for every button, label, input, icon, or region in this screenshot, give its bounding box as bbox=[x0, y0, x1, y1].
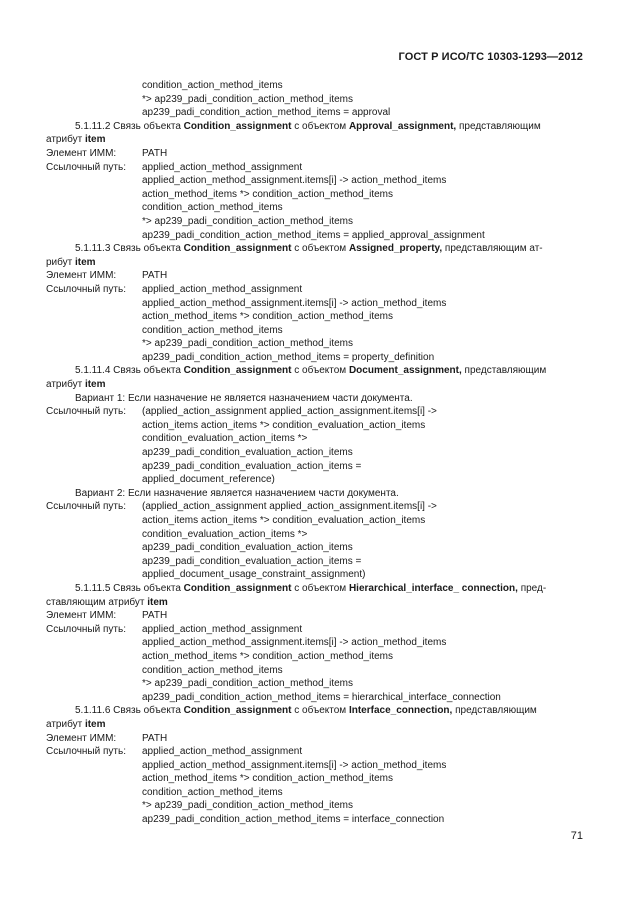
reference-path-line bbox=[0, 79, 630, 93]
text-run: представляющим bbox=[456, 120, 541, 132]
variant-line bbox=[0, 392, 630, 406]
entity-name: Condition_assignment bbox=[183, 705, 292, 717]
path-text: ap239_padi_condition_action_method_items = approval bbox=[142, 107, 391, 119]
reference-path-line bbox=[0, 664, 630, 678]
document-body bbox=[0, 79, 630, 827]
variant-text: Вариант 2: Если назначение является назначением части документа. bbox=[75, 487, 399, 499]
field-row bbox=[0, 732, 630, 746]
reference-path-line bbox=[0, 799, 630, 813]
path-text: condition_action_method_items bbox=[142, 664, 283, 676]
reference-path-line bbox=[0, 351, 630, 365]
field-label: Ссылочный путь: bbox=[46, 161, 126, 173]
entity-name: Condition_assignment bbox=[183, 120, 292, 132]
entity-name: item bbox=[84, 718, 106, 730]
reference-path-line bbox=[0, 759, 630, 773]
text-run: с объектом bbox=[291, 365, 349, 377]
reference-path-line bbox=[0, 174, 630, 188]
path-text: applied_action_method_assignment.items[i] -> action_method_items bbox=[142, 637, 447, 649]
page-number: 71 bbox=[570, 830, 583, 842]
field-label: Ссылочный путь: bbox=[46, 623, 126, 635]
path-text: *> ap239_padi_condition_action_method_items bbox=[142, 215, 353, 227]
entity-name: Approval_assignment, bbox=[348, 120, 457, 132]
path-text: condition_action_method_items bbox=[142, 80, 283, 91]
text-run: с объектом bbox=[291, 705, 349, 717]
entity-name: item bbox=[84, 379, 106, 391]
field-label: Элемент ИММ: bbox=[46, 610, 117, 622]
reference-path-line bbox=[0, 636, 630, 650]
entity-name: Document_assignment, bbox=[348, 365, 462, 377]
section-heading-line bbox=[0, 364, 630, 378]
entity-name: Condition_assignment bbox=[183, 582, 292, 594]
path-text: applied_action_method_assignment.items[i] -> action_method_items bbox=[142, 297, 447, 309]
path-text: ap239_padi_condition_evaluation_action_items bbox=[142, 542, 353, 554]
text-run: представляющим ат- bbox=[442, 243, 543, 255]
entity-name: item bbox=[84, 134, 106, 146]
text-run: 5.1.11.5 Связь объекта bbox=[75, 582, 184, 594]
entity-name: Condition_assignment bbox=[183, 243, 292, 255]
field-value: applied_action_method_assignment bbox=[142, 746, 303, 758]
reference-path-line bbox=[0, 93, 630, 107]
path-text: ap239_padi_condition_evaluation_action_items bbox=[142, 447, 353, 459]
reference-path-line bbox=[0, 541, 630, 555]
path-text: applied_action_method_assignment.items[i] -> action_method_items bbox=[142, 759, 447, 771]
entity-name: Assigned_property, bbox=[348, 243, 443, 255]
reference-path-line bbox=[0, 555, 630, 569]
path-text: ap239_padi_condition_evaluation_action_items = bbox=[142, 460, 362, 472]
field-label: Ссылочный путь: bbox=[46, 501, 126, 513]
text-run: пред- bbox=[517, 582, 547, 594]
text-run: 5.1.11.4 Связь объекта bbox=[75, 365, 184, 377]
path-text: condition_evaluation_action_items *> bbox=[142, 528, 308, 540]
text-run: 5.1.11.2 Связь объекта bbox=[75, 120, 184, 132]
section-heading-continuation bbox=[0, 378, 630, 392]
text-run: представляющим bbox=[461, 365, 547, 377]
field-row bbox=[0, 283, 630, 297]
path-text: *> ap239_padi_condition_action_method_items bbox=[142, 800, 353, 812]
reference-path-line bbox=[0, 786, 630, 800]
field-row bbox=[0, 623, 630, 637]
reference-path-line bbox=[0, 188, 630, 202]
variant-text: Вариант 1: Если назначение не является назначением части документа. bbox=[75, 392, 413, 404]
field-value: PATH bbox=[142, 610, 168, 622]
path-text: applied_document_usage_constraint_assignment) bbox=[142, 569, 366, 581]
reference-path-line bbox=[0, 514, 630, 528]
field-row bbox=[0, 500, 630, 514]
reference-path-line bbox=[0, 772, 630, 786]
reference-path-line bbox=[0, 297, 630, 311]
path-text: applied_document_reference) bbox=[142, 474, 275, 486]
field-row bbox=[0, 745, 630, 759]
field-value: PATH bbox=[142, 147, 168, 159]
field-row bbox=[0, 609, 630, 623]
page-header: ГОСТ Р ИСО/ТС 10303-1293—2012 bbox=[398, 51, 583, 63]
field-label: Ссылочный путь: bbox=[46, 283, 126, 295]
reference-path-line bbox=[0, 691, 630, 705]
path-text: ap239_padi_condition_action_method_items = hierarchical_interface_connection bbox=[142, 691, 501, 703]
section-heading-line bbox=[0, 582, 630, 596]
path-text: condition_action_method_items bbox=[142, 324, 283, 336]
path-text: *> ap239_padi_condition_action_method_items bbox=[142, 678, 353, 690]
text-run: 5.1.11.3 Связь объекта bbox=[75, 243, 184, 255]
path-text: ap239_padi_condition_action_method_items = applied_approval_assignment bbox=[142, 229, 485, 241]
text-run: с объектом bbox=[291, 120, 349, 132]
path-text: action_items action_items *> condition_evaluation_action_items bbox=[142, 419, 426, 431]
path-text: action_method_items *> condition_action_method_items bbox=[142, 650, 393, 662]
reference-path-line bbox=[0, 432, 630, 446]
reference-path-line bbox=[0, 460, 630, 474]
field-label: Элемент ИММ: bbox=[46, 147, 117, 159]
reference-path-line bbox=[0, 106, 630, 120]
entity-name: Condition_assignment bbox=[183, 365, 292, 377]
reference-path-line bbox=[0, 446, 630, 460]
field-value: (applied_action_assignment applied_action_assignment.items[i] -> bbox=[142, 501, 437, 513]
section-heading-continuation bbox=[0, 596, 630, 610]
entity-name: item bbox=[147, 596, 168, 608]
reference-path-line bbox=[0, 677, 630, 691]
text-run: 5.1.11.6 Связь объекта bbox=[75, 705, 184, 717]
reference-path-line bbox=[0, 229, 630, 243]
path-text: condition_action_method_items bbox=[142, 786, 283, 798]
reference-path-line bbox=[0, 201, 630, 215]
path-text: applied_action_method_assignment.items[i] -> action_method_items bbox=[142, 175, 447, 187]
path-text: *> ap239_padi_condition_action_method_items bbox=[142, 338, 353, 350]
text-run: атрибут bbox=[46, 134, 85, 146]
section-heading-continuation bbox=[0, 133, 630, 147]
path-text: action_method_items *> condition_action_method_items bbox=[142, 188, 393, 200]
field-value: applied_action_method_assignment bbox=[142, 161, 303, 173]
field-label: Элемент ИММ: bbox=[46, 732, 117, 744]
field-value: applied_action_method_assignment bbox=[142, 623, 303, 635]
reference-path-line bbox=[0, 419, 630, 433]
path-text: action_method_items *> condition_action_method_items bbox=[142, 773, 393, 785]
field-label: Ссылочный путь: bbox=[46, 746, 126, 758]
text-run: с объектом bbox=[291, 243, 349, 255]
text-run: ставляющим атрибут bbox=[46, 596, 148, 608]
reference-path-line bbox=[0, 310, 630, 324]
reference-path-line bbox=[0, 473, 630, 487]
field-value: applied_action_method_assignment bbox=[142, 283, 303, 295]
variant-line bbox=[0, 487, 630, 501]
reference-path-line bbox=[0, 568, 630, 582]
text-run: атрибут bbox=[46, 379, 85, 391]
reference-path-line bbox=[0, 813, 630, 827]
reference-path-line bbox=[0, 337, 630, 351]
section-heading-continuation bbox=[0, 718, 630, 732]
section-heading-continuation bbox=[0, 256, 630, 270]
text-run: представляющим bbox=[452, 705, 537, 717]
entity-name: item bbox=[75, 256, 96, 268]
field-value: PATH bbox=[142, 732, 168, 744]
field-value: (applied_action_assignment applied_action_assignment.items[i] -> bbox=[142, 406, 437, 418]
path-text: *> ap239_padi_condition_action_method_items bbox=[142, 93, 353, 105]
field-row bbox=[0, 405, 630, 419]
path-text: ap239_padi_condition_action_method_items = interface_connection bbox=[142, 814, 445, 826]
path-text: action_items action_items *> condition_evaluation_action_items bbox=[142, 515, 426, 526]
field-value: PATH bbox=[142, 270, 168, 282]
field-row bbox=[0, 147, 630, 161]
field-row bbox=[0, 161, 630, 175]
text-run: с объектом bbox=[291, 582, 349, 594]
text-run: рибут bbox=[46, 256, 76, 268]
section-heading-line bbox=[0, 704, 630, 718]
reference-path-line bbox=[0, 324, 630, 338]
entity-name: Hierarchical_interface_ connection, bbox=[348, 582, 518, 594]
path-text: ap239_padi_condition_evaluation_action_items = bbox=[142, 555, 362, 567]
path-text: action_method_items *> condition_action_method_items bbox=[142, 311, 393, 323]
path-text: ap239_padi_condition_action_method_items = property_definition bbox=[142, 351, 435, 363]
path-text: condition_evaluation_action_items *> bbox=[142, 433, 308, 445]
reference-path-line bbox=[0, 215, 630, 229]
section-heading-line bbox=[0, 120, 630, 134]
field-row bbox=[0, 269, 630, 283]
entity-name: Interface_connection, bbox=[348, 705, 453, 717]
section-heading-line bbox=[0, 242, 630, 256]
field-label: Ссылочный путь: bbox=[46, 406, 126, 418]
reference-path-line bbox=[0, 528, 630, 542]
field-label: Элемент ИММ: bbox=[46, 270, 117, 282]
reference-path-line bbox=[0, 650, 630, 664]
text-run: атрибут bbox=[46, 718, 85, 730]
path-text: condition_action_method_items bbox=[142, 202, 283, 214]
